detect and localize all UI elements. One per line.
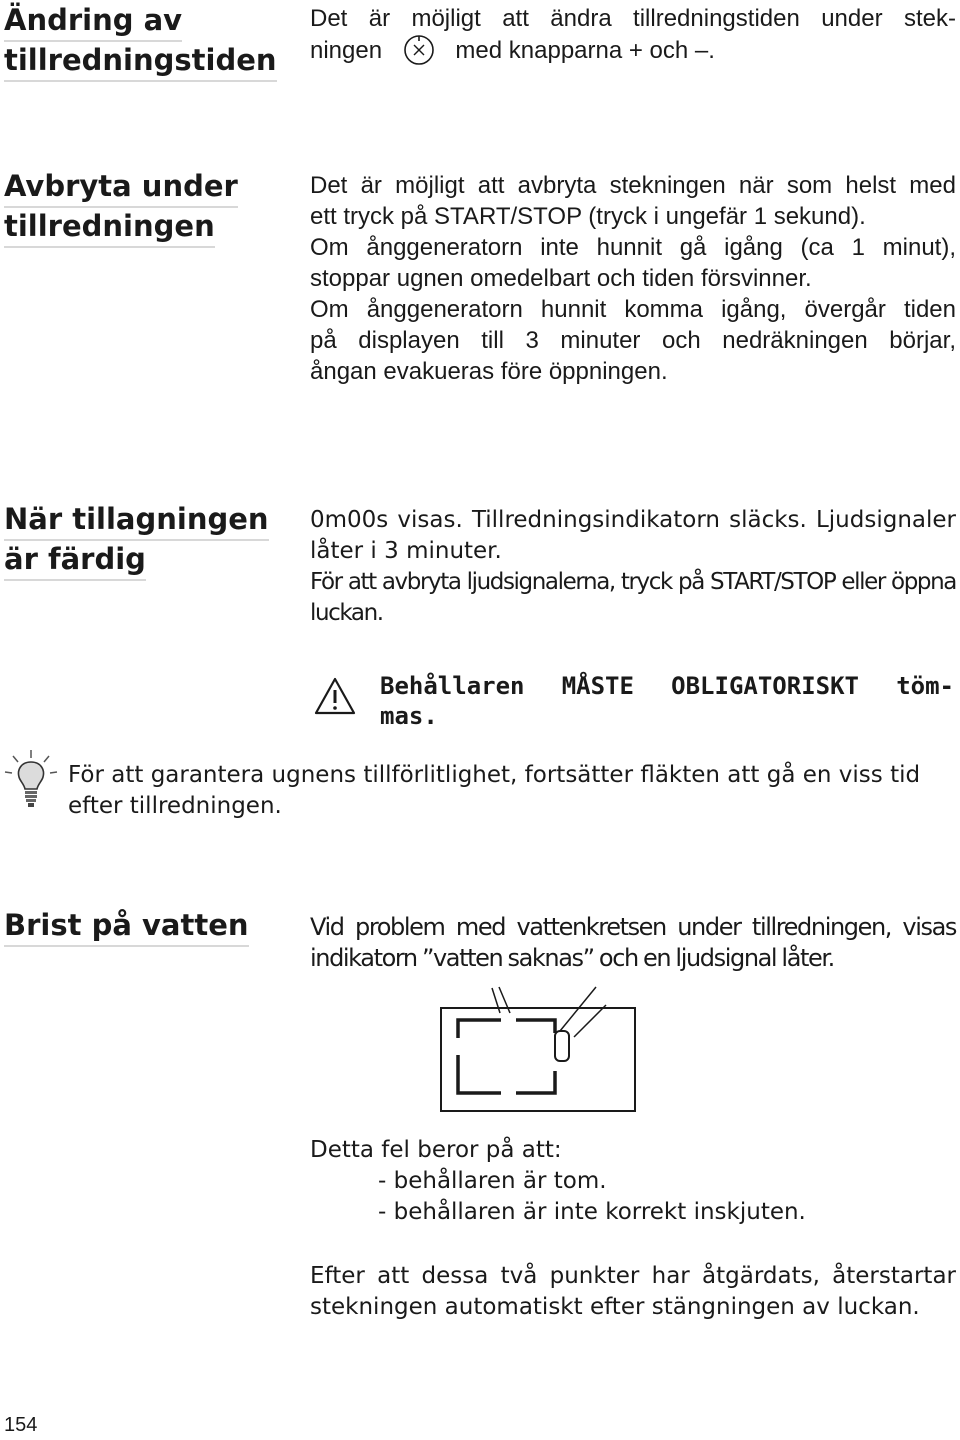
text-line: För att avbryta ljudsignalerna, tryck på START/STOP eller öppna <box>310 569 956 595</box>
text-line: Det är möjligt att avbryta stekningen när som helst med <box>310 172 956 199</box>
text-line: mas. <box>380 702 438 730</box>
heading-line: När tillagningen <box>4 501 269 541</box>
timer-knob-icon <box>403 34 435 66</box>
text-line: luckan. <box>310 600 383 626</box>
text-line: stekningen automatiskt efter stängningen av luckan. <box>310 1294 920 1320</box>
text-line: indikatorn ”vatten saknas” och en ljudsignal låter. <box>310 944 834 972</box>
list-item: - behållaren är tom. <box>378 1168 607 1194</box>
text-line: Detta fel beror på att: <box>310 1137 562 1163</box>
heading-cooking-done <box>4 501 269 581</box>
text-line: 0m00s visas. Tillredningsindikatorn släcks. Ljudsignaler <box>310 507 956 533</box>
water-after <box>310 1261 956 1323</box>
text-line: Efter att dessa två punkter har åtgärdats, återstartar <box>310 1263 956 1289</box>
text-line: ångan evakueras före öppningen. <box>310 358 668 385</box>
text-line: Behållaren MÅSTE OBLIGATORISKT töm- <box>380 672 954 700</box>
page-number: 154 <box>4 1414 38 1436</box>
done-text <box>310 505 956 629</box>
heading-line: Ändring av <box>4 2 182 42</box>
heading-line: är färdig <box>4 541 146 581</box>
cancel-text <box>310 170 956 387</box>
text-line: låter i 3 minuter. <box>310 538 502 564</box>
text-line: Om ånggeneratorn hunnit komma igång, övergår tiden <box>310 296 956 323</box>
heading-line: tillredningstiden <box>4 42 277 82</box>
water-text <box>310 912 956 974</box>
list-item: - behållaren är inte korrekt inskjuten. <box>378 1199 806 1225</box>
heading-cancel-cooking <box>4 168 238 248</box>
heading-line: Brist på vatten <box>4 907 249 947</box>
text-line: För att garantera ugnens tillförlitlighet, fortsätter fläkten att gå en viss tid <box>68 762 921 788</box>
text-line: på displayen till 3 minuter och nedräkningen börjar, <box>310 327 956 354</box>
heading-water-shortage <box>4 907 249 947</box>
text-line: ningen med knapparna + och –. <box>310 34 956 66</box>
tip-text <box>68 760 958 822</box>
text-line: stoppar ugnen omedelbart och tiden försvinner. <box>310 265 812 292</box>
text-line: Det är möjligt att ändra tillredningstiden under stek- <box>310 5 956 32</box>
warning-text <box>380 671 954 731</box>
warning-triangle-icon <box>313 676 357 716</box>
change-text <box>310 3 956 66</box>
heading-line: tillredningen <box>4 208 215 248</box>
water-missing-indicator-icon <box>438 983 638 1113</box>
text-line: ett tryck på START/STOP (tryck i ungefär 1 sekund). <box>310 203 866 230</box>
heading-line: Avbryta under <box>4 168 238 208</box>
lightbulb-icon <box>2 748 60 812</box>
heading-change-cooking-time <box>4 2 277 82</box>
text-line: Om ånggeneratorn inte hunnit gå igång (ca 1 minut), <box>310 234 956 261</box>
water-causes <box>310 1135 956 1228</box>
text-line: Vid problem med vattenkretsen under tillredningen, visas <box>310 913 956 941</box>
text-line: efter tillredningen. <box>68 793 282 819</box>
